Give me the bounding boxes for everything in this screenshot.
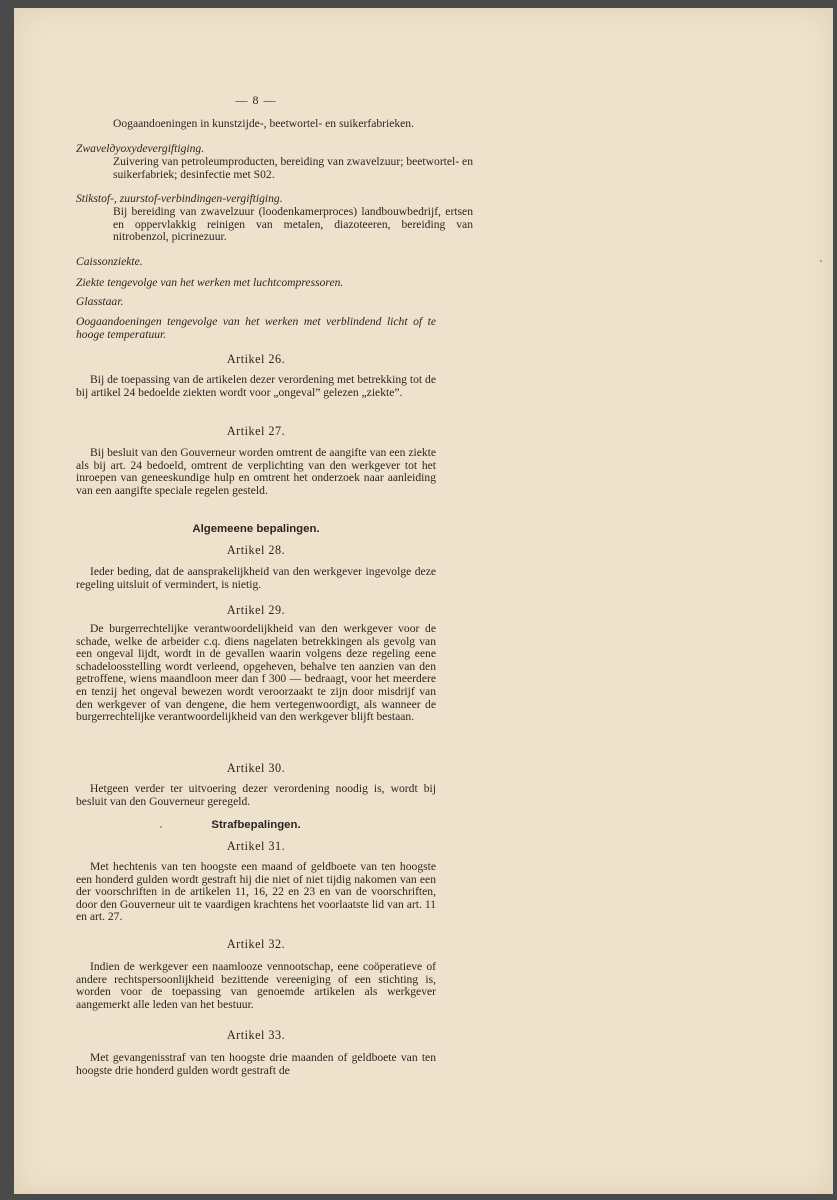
article-26-text: Bij de toepassing van de artikelen dezer verordening met betrekking tot de bij artikel 24 bedoelde ziekten wordt voor „ongeval” gelezen „ziekte”. [76,373,436,399]
disease-item-1-continued: Oogaandoeningen in kunstzijde-, beetwortel- en suikerfabrieken. [113,117,415,130]
document-page [14,8,833,1194]
section-heading-penal: Strafbepalingen. [211,819,301,831]
article-30-heading: Artikel 30. [226,761,286,775]
disease-item-3-description: Bij bereiding van zwavelzuur (loodenkamerproces) landbouwbedrijf, ertsen en oppervlakkig reinigen van metalen, diazoteeren, bereiding van nitrobenzol, picrinezuur. [113,205,473,244]
disease-item-7: Oogaandoeningen tengevolge van het werken met verblindend licht of te hooge temperatuur. [76,315,436,341]
article-30-text: Hetgeen verder ter uitvoering dezer verordening noodig is, wordt bij besluit van den Gouverneur geregeld. [76,782,436,808]
article-29-text: De burgerrechtelijke verantwoordelijkheid van den werkgever voor de schade, welke de arbeider c.q. diens nagelaten betrekkingen als gevolg van een ongeval lijdt, wordt in de gevallen waarin volgens deze regeling eene schadeloosstelling wordt verleend, opgeheven, behalve ten aanzien van den getroffene, wiens maandloon meer dan f 300 — bedraagt, voor het meerdere en tenzij het ongeval bewezen wordt veroorzaakt te zijn door misdrijf van den werkgever of van dengene, die hem vertegenwoordigt, als wanneer de burgerrechtelijke verantwoordelijkheid van den werkgever blijft bestaan. [76,622,436,724]
article-31-heading: Artikel 31. [226,839,286,853]
disease-item-2-description: Zuivering van petroleumproducten, bereiding van zwavelzuur; beetwortel- en suikerfabriek; desinfectie met S02. [113,155,473,181]
article-33-text: Met gevangenisstraf van ten hoogste drie maanden of geldboete van ten hoogste drie honderd gulden wordt gestraft de [76,1051,436,1077]
disease-item-5: Ziekte tengevolge van het werken met luchtcompressoren. [76,276,344,289]
article-29-heading: Artikel 29. [226,603,286,617]
article-33-heading: Artikel 33. [226,1028,286,1042]
article-27-heading: Artikel 27. [226,424,286,438]
disease-item-6: Glasstaar. [76,295,124,308]
article-28-heading: Artikel 28. [226,543,286,557]
paper-speck [820,260,822,262]
section-heading-general: Algemeene bepalingen. [192,523,320,535]
article-28-text: Ieder beding, dat de aansprakelijkheid van den werkgever ingevolge deze regeling uitsluit of vermindert, is nietig. [76,565,436,591]
disease-item-4: Caissonziekte. [76,255,143,268]
page-number: — 8 — [235,93,277,107]
article-32-heading: Artikel 32. [226,937,286,951]
article-32-text: Indien de werkgever een naamlooze vennootschap, eene coöperatieve of andere rechtspersoonlijkheid bezittende vereeniging of een stichting is, worden voor de toepassing van genoemde artikelen als werkgever aangemerkt alle leden van het bestuur. [76,960,436,1011]
disease-item-3-title: Stikstof-, zuurstof-verbindingen-vergiftiging. [76,192,283,205]
article-27-text: Bij besluit van den Gouverneur worden omtrent de aangifte van een ziekte als bij art. 24 bedoeld, omtrent de verplichting van den werkgever tot het inroepen van geneeskundige hulp en omtrent het onderzoek naar aanleiding van een aangifte speciale regelen gesteld. [76,446,436,497]
article-31-text: Met hechtenis van ten hoogste een maand of geldboete van ten hoogste een honderd gulden wordt gestraft hij die niet of niet tijdig nakomen van een der voorschriften in de artikelen 11, 16, 22 en 23 en van de voorschriften, door den Gouverneur uit te vaardigen krachtens het voorlaatste lid van art. 11 en art. 27. [76,860,436,924]
article-26-heading: Artikel 26. [226,352,286,366]
disease-item-2-title: Zwavelдyoxydevergiftiging. [76,142,205,155]
